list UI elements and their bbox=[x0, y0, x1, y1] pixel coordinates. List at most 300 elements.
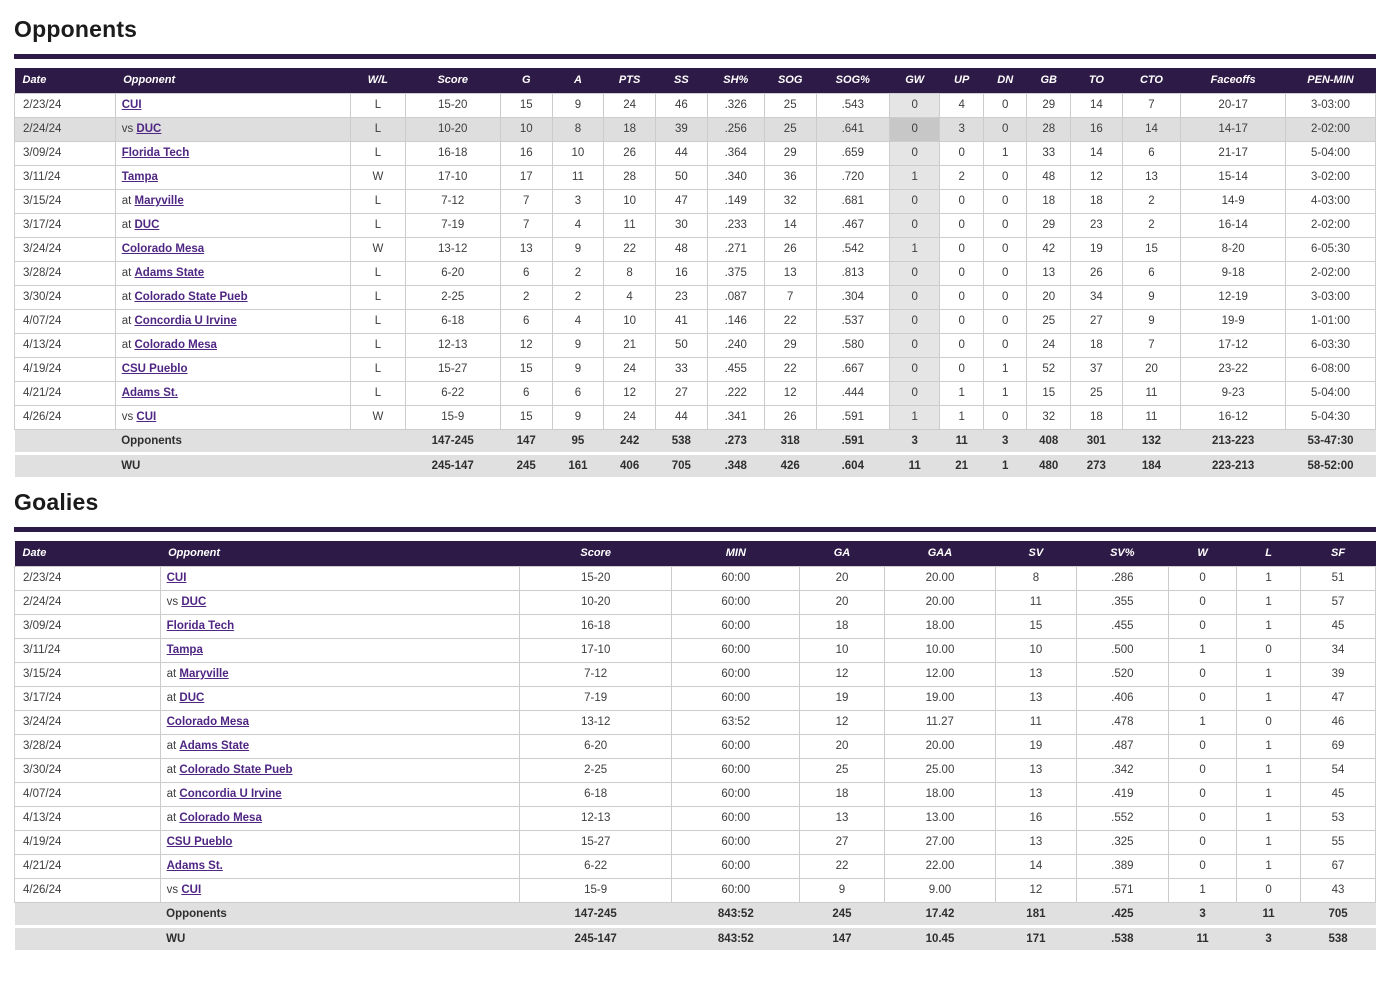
stat-cell-to: 12 bbox=[1071, 165, 1123, 189]
stat-cell-sv-: .500 bbox=[1076, 638, 1169, 662]
totals-stat-cell-ss: 538 bbox=[655, 429, 707, 453]
opponent-link[interactable]: Colorado Mesa bbox=[179, 812, 262, 824]
stat-cell-sog-: .580 bbox=[816, 333, 889, 357]
stat-cell-score: 17-10 bbox=[405, 165, 500, 189]
stat-cell-w-l: L bbox=[351, 357, 405, 381]
date-cell: 3/11/24 bbox=[15, 165, 116, 189]
stat-cell-to: 19 bbox=[1071, 237, 1123, 261]
date-cell: 3/24/24 bbox=[15, 237, 116, 261]
accent-bar bbox=[14, 527, 1376, 532]
opponent-link[interactable]: Adams State bbox=[134, 267, 205, 279]
stat-cell-sf: 45 bbox=[1301, 782, 1376, 806]
stat-cell-to: 14 bbox=[1071, 141, 1123, 165]
stat-cell-w-l: L bbox=[351, 93, 405, 117]
date-cell: 3/30/24 bbox=[15, 285, 116, 309]
stat-cell-gb: 18 bbox=[1027, 189, 1071, 213]
stat-cell-faceoffs: 12-19 bbox=[1181, 285, 1286, 309]
stat-cell-cto: 7 bbox=[1122, 93, 1181, 117]
stat-cell-sv-: .286 bbox=[1076, 566, 1169, 590]
opponent-link[interactable]: Tampa bbox=[166, 644, 203, 656]
stat-cell-pen-min: 4-03:00 bbox=[1286, 189, 1376, 213]
stat-cell-dn: 0 bbox=[983, 165, 1027, 189]
stat-cell-faceoffs: 9-23 bbox=[1181, 381, 1286, 405]
stat-cell-pts: 24 bbox=[604, 357, 656, 381]
opponent-cell bbox=[160, 830, 519, 854]
stat-cell-gb: 52 bbox=[1027, 357, 1071, 381]
stat-cell-l: 1 bbox=[1237, 614, 1301, 638]
totals-stat-cell-w-l bbox=[351, 453, 405, 477]
goalies-game-row bbox=[15, 854, 1376, 878]
goalies-header-row bbox=[15, 541, 1376, 566]
stat-cell-cto: 2 bbox=[1122, 189, 1181, 213]
opponents-totals-row bbox=[15, 429, 1376, 453]
stat-cell-sf: 45 bbox=[1301, 614, 1376, 638]
totals-stat-cell-pen-min: 58-52:00 bbox=[1286, 453, 1376, 477]
stat-cell-pts: 10 bbox=[604, 309, 656, 333]
stat-cell-sv: 19 bbox=[996, 734, 1076, 758]
stat-cell-ga: 22 bbox=[800, 854, 884, 878]
col-header-l: L bbox=[1237, 541, 1301, 566]
stat-cell-gw: 0 bbox=[890, 141, 940, 165]
stat-cell-min: 63:52 bbox=[672, 710, 800, 734]
stat-cell-gw: 0 bbox=[890, 261, 940, 285]
stat-cell-up: 0 bbox=[940, 309, 984, 333]
col-header-sv-: SV% bbox=[1076, 541, 1169, 566]
stat-cell-l: 1 bbox=[1237, 782, 1301, 806]
totals-stat-cell-to: 273 bbox=[1071, 453, 1123, 477]
stat-cell-sv-: .325 bbox=[1076, 830, 1169, 854]
totals-stat-cell-w: 11 bbox=[1169, 926, 1237, 950]
stat-cell-min: 60:00 bbox=[672, 806, 800, 830]
stat-cell-g: 6 bbox=[500, 381, 552, 405]
stat-cell-pts: 21 bbox=[604, 333, 656, 357]
opponents-game-row bbox=[15, 285, 1376, 309]
stat-cell-ga: 20 bbox=[800, 590, 884, 614]
stat-cell-a: 10 bbox=[552, 141, 604, 165]
stat-cell-a: 9 bbox=[552, 333, 604, 357]
stat-cell-sog: 26 bbox=[764, 405, 816, 429]
goalies-game-row bbox=[15, 806, 1376, 830]
stat-cell-dn: 0 bbox=[983, 309, 1027, 333]
stat-cell-score: 12-13 bbox=[405, 333, 500, 357]
stat-cell-l: 1 bbox=[1237, 686, 1301, 710]
goalies-game-row bbox=[15, 662, 1376, 686]
stat-cell-sv-: .478 bbox=[1076, 710, 1169, 734]
col-header-a: A bbox=[552, 68, 604, 93]
opponents-game-row bbox=[15, 405, 1376, 429]
stat-cell-ss: 44 bbox=[655, 405, 707, 429]
stat-cell-gaa: 18.00 bbox=[884, 614, 996, 638]
opponent-link[interactable]: CUI bbox=[181, 884, 202, 896]
totals-stat-cell-score: 245-147 bbox=[405, 453, 500, 477]
date-cell: 4/21/24 bbox=[15, 381, 116, 405]
stat-cell-l: 0 bbox=[1237, 710, 1301, 734]
opponent-link[interactable]: Concordia U Irvine bbox=[179, 788, 282, 800]
totals-stat-cell-sf: 705 bbox=[1301, 902, 1376, 926]
opponent-prefix: at bbox=[121, 339, 135, 351]
stat-cell-faceoffs: 20-17 bbox=[1181, 93, 1286, 117]
stat-cell-score: 6-20 bbox=[405, 261, 500, 285]
opponent-link[interactable]: DUC bbox=[181, 596, 207, 608]
stat-cell-sh-: .326 bbox=[707, 93, 764, 117]
stat-cell-min: 60:00 bbox=[672, 566, 800, 590]
stat-cell-sv-: .406 bbox=[1076, 686, 1169, 710]
opponent-cell bbox=[160, 854, 519, 878]
stat-cell-gw: 0 bbox=[890, 93, 940, 117]
stat-cell-min: 60:00 bbox=[672, 830, 800, 854]
opponent-link[interactable]: CUI bbox=[136, 411, 157, 423]
opponent-cell bbox=[160, 614, 519, 638]
stat-cell-to: 18 bbox=[1071, 189, 1123, 213]
stat-cell-gb: 33 bbox=[1027, 141, 1071, 165]
totals-stat-cell-sh-: .348 bbox=[707, 453, 764, 477]
stat-cell-sh-: .375 bbox=[707, 261, 764, 285]
totals-stat-cell-gw: 3 bbox=[890, 429, 940, 453]
date-cell: 3/28/24 bbox=[15, 734, 161, 758]
stat-cell-l: 1 bbox=[1237, 662, 1301, 686]
totals-stat-cell-up: 21 bbox=[940, 453, 984, 477]
goalies-game-row bbox=[15, 566, 1376, 590]
stat-cell-up: 0 bbox=[940, 189, 984, 213]
opponent-cell bbox=[160, 806, 519, 830]
totals-stat-cell-cto: 184 bbox=[1122, 453, 1181, 477]
stat-cell-pts: 8 bbox=[604, 261, 656, 285]
stat-cell-up: 0 bbox=[940, 237, 984, 261]
stat-cell-to: 37 bbox=[1071, 357, 1123, 381]
stat-cell-sv: 10 bbox=[996, 638, 1076, 662]
col-header-dn: DN bbox=[983, 68, 1027, 93]
stat-cell-gb: 42 bbox=[1027, 237, 1071, 261]
opponent-link[interactable]: Concordia U Irvine bbox=[134, 315, 237, 327]
stat-cell-w: 0 bbox=[1169, 782, 1237, 806]
stat-cell-pen-min: 2-02:00 bbox=[1286, 213, 1376, 237]
totals-stat-cell-sog-: .604 bbox=[816, 453, 889, 477]
stat-cell-score: 15-20 bbox=[519, 566, 671, 590]
stat-cell-sv-: .342 bbox=[1076, 758, 1169, 782]
stat-cell-pen-min: 6-08:00 bbox=[1286, 357, 1376, 381]
stat-cell-sv: 13 bbox=[996, 782, 1076, 806]
totals-stat-cell-gaa: 10.45 bbox=[884, 926, 996, 950]
stat-cell-sv-: .520 bbox=[1076, 662, 1169, 686]
stat-cell-gaa: 25.00 bbox=[884, 758, 996, 782]
stat-cell-dn: 0 bbox=[983, 333, 1027, 357]
opponent-cell bbox=[115, 165, 350, 189]
stat-cell-up: 0 bbox=[940, 213, 984, 237]
stat-cell-pts: 12 bbox=[604, 381, 656, 405]
stat-cell-min: 60:00 bbox=[672, 662, 800, 686]
stat-cell-score: 13-12 bbox=[519, 710, 671, 734]
stat-cell-w: 0 bbox=[1169, 566, 1237, 590]
opponent-link[interactable]: CSU Pueblo bbox=[121, 363, 188, 375]
stat-cell-score: 13-12 bbox=[405, 237, 500, 261]
stat-cell-w: 0 bbox=[1169, 686, 1237, 710]
stat-cell-ss: 44 bbox=[655, 141, 707, 165]
stat-cell-a: 4 bbox=[552, 213, 604, 237]
stat-cell-pen-min: 5-04:00 bbox=[1286, 381, 1376, 405]
date-cell: 4/07/24 bbox=[15, 782, 161, 806]
col-header-g: G bbox=[500, 68, 552, 93]
stat-cell-sh-: .146 bbox=[707, 309, 764, 333]
stat-cell-score: 6-18 bbox=[405, 309, 500, 333]
opponent-prefix: at bbox=[166, 740, 180, 752]
opponent-prefix: at bbox=[166, 788, 180, 800]
stat-cell-pen-min: 2-02:00 bbox=[1286, 261, 1376, 285]
opponent-prefix: at bbox=[121, 267, 135, 279]
stat-cell-gaa: 13.00 bbox=[884, 806, 996, 830]
stat-cell-to: 25 bbox=[1071, 381, 1123, 405]
stat-cell-l: 1 bbox=[1237, 758, 1301, 782]
col-header-pen-min: PEN-MIN bbox=[1286, 68, 1376, 93]
stat-cell-a: 6 bbox=[552, 381, 604, 405]
opponent-prefix: at bbox=[166, 692, 180, 704]
totals-stat-cell-l: 3 bbox=[1237, 926, 1301, 950]
stat-cell-a: 9 bbox=[552, 237, 604, 261]
stat-cell-sog-: .813 bbox=[816, 261, 889, 285]
stat-cell-faceoffs: 16-12 bbox=[1181, 405, 1286, 429]
stat-cell-min: 60:00 bbox=[672, 614, 800, 638]
opponent-link[interactable]: DUC bbox=[134, 219, 160, 231]
opponent-link[interactable]: Florida Tech bbox=[166, 620, 235, 632]
opponent-link[interactable]: Maryville bbox=[134, 195, 184, 207]
stat-cell-w-l: L bbox=[351, 261, 405, 285]
stat-cell-ss: 33 bbox=[655, 357, 707, 381]
totals-stat-cell-score: 147-245 bbox=[519, 902, 671, 926]
opponents-game-row bbox=[15, 141, 1376, 165]
totals-stat-cell-sv: 181 bbox=[996, 902, 1076, 926]
stat-cell-gw: 0 bbox=[890, 117, 940, 141]
stat-cell-dn: 0 bbox=[983, 117, 1027, 141]
date-cell: 4/13/24 bbox=[15, 333, 116, 357]
totals-stat-cell-gb: 408 bbox=[1027, 429, 1071, 453]
date-cell: 4/26/24 bbox=[15, 878, 161, 902]
stat-cell-g: 2 bbox=[500, 285, 552, 309]
opponent-cell bbox=[115, 189, 350, 213]
opponent-link[interactable]: Adams State bbox=[179, 740, 250, 752]
opponent-link[interactable]: DUC bbox=[179, 692, 205, 704]
stat-cell-a: 2 bbox=[552, 285, 604, 309]
opponent-link[interactable]: DUC bbox=[136, 123, 162, 135]
totals-stat-cell-score: 245-147 bbox=[519, 926, 671, 950]
totals-stat-cell-ga: 147 bbox=[800, 926, 884, 950]
opponent-prefix: vs bbox=[166, 596, 182, 608]
opponent-cell bbox=[115, 405, 350, 429]
totals-date-cell bbox=[15, 926, 161, 950]
stat-cell-gb: 20 bbox=[1027, 285, 1071, 309]
stat-cell-up: 1 bbox=[940, 381, 984, 405]
col-header-opponent: Opponent bbox=[115, 68, 350, 93]
opponent-link[interactable]: Adams St. bbox=[121, 387, 178, 399]
stat-cell-w-l: L bbox=[351, 117, 405, 141]
stat-cell-sv: 11 bbox=[996, 710, 1076, 734]
opponents-game-row bbox=[15, 117, 1376, 141]
stat-cell-cto: 20 bbox=[1122, 357, 1181, 381]
opponent-link[interactable]: Colorado Mesa bbox=[134, 339, 217, 351]
col-header-gaa: GAA bbox=[884, 541, 996, 566]
stat-cell-ss: 46 bbox=[655, 93, 707, 117]
stat-cell-pts: 26 bbox=[604, 141, 656, 165]
stat-cell-w-l: W bbox=[351, 237, 405, 261]
col-header-cto: CTO bbox=[1122, 68, 1181, 93]
col-header-faceoffs: Faceoffs bbox=[1181, 68, 1286, 93]
col-header-gw: GW bbox=[890, 68, 940, 93]
stat-cell-up: 3 bbox=[940, 117, 984, 141]
stat-cell-pen-min: 3-03:00 bbox=[1286, 93, 1376, 117]
stat-cell-sog-: .537 bbox=[816, 309, 889, 333]
stat-cell-faceoffs: 14-9 bbox=[1181, 189, 1286, 213]
stat-cell-score: 10-20 bbox=[519, 590, 671, 614]
opponents-game-row bbox=[15, 381, 1376, 405]
totals-stat-cell-faceoffs: 213-223 bbox=[1181, 429, 1286, 453]
stat-cell-sog-: .591 bbox=[816, 405, 889, 429]
stat-cell-sv: 11 bbox=[996, 590, 1076, 614]
stat-cell-w: 0 bbox=[1169, 806, 1237, 830]
stat-cell-gaa: 27.00 bbox=[884, 830, 996, 854]
stat-cell-sog: 36 bbox=[764, 165, 816, 189]
stat-cell-gb: 29 bbox=[1027, 93, 1071, 117]
stat-cell-w: 1 bbox=[1169, 638, 1237, 662]
stat-cell-score: 6-22 bbox=[405, 381, 500, 405]
stat-cell-pts: 22 bbox=[604, 237, 656, 261]
stat-cell-w-l: L bbox=[351, 213, 405, 237]
stat-cell-up: 0 bbox=[940, 285, 984, 309]
stat-cell-gw: 0 bbox=[890, 213, 940, 237]
stat-cell-w-l: W bbox=[351, 405, 405, 429]
opponent-link[interactable]: Florida Tech bbox=[121, 147, 190, 159]
stat-cell-gaa: 9.00 bbox=[884, 878, 996, 902]
stat-cell-up: 4 bbox=[940, 93, 984, 117]
opponent-link[interactable]: CUI bbox=[121, 99, 142, 111]
stat-cell-pts: 28 bbox=[604, 165, 656, 189]
stat-cell-sf: 47 bbox=[1301, 686, 1376, 710]
stat-cell-pts: 10 bbox=[604, 189, 656, 213]
goalies-section-title: Goalies bbox=[14, 489, 99, 515]
stat-cell-pen-min: 6-05:30 bbox=[1286, 237, 1376, 261]
stat-cell-gb: 32 bbox=[1027, 405, 1071, 429]
opponent-cell bbox=[115, 237, 350, 261]
col-header-sf: SF bbox=[1301, 541, 1376, 566]
stat-cell-sv: 16 bbox=[996, 806, 1076, 830]
stat-cell-score: 15-9 bbox=[519, 878, 671, 902]
opponent-link[interactable]: Colorado Mesa bbox=[121, 243, 205, 255]
stat-cell-score: 6-20 bbox=[519, 734, 671, 758]
stat-cell-w: 1 bbox=[1169, 878, 1237, 902]
opponent-link[interactable]: Colorado Mesa bbox=[166, 716, 250, 728]
stat-cell-g: 12 bbox=[500, 333, 552, 357]
opponent-prefix: at bbox=[166, 668, 180, 680]
stat-cell-gw: 0 bbox=[890, 309, 940, 333]
stat-cell-sh-: .240 bbox=[707, 333, 764, 357]
stat-cell-gw: 1 bbox=[890, 405, 940, 429]
date-cell: 4/26/24 bbox=[15, 405, 116, 429]
opponents-section bbox=[14, 16, 1376, 477]
opponents-game-row bbox=[15, 93, 1376, 117]
stat-cell-sog-: .304 bbox=[816, 285, 889, 309]
stat-cell-score: 7-12 bbox=[405, 189, 500, 213]
goalies-game-row bbox=[15, 782, 1376, 806]
stat-cell-l: 1 bbox=[1237, 566, 1301, 590]
stat-cell-a: 9 bbox=[552, 405, 604, 429]
stat-cell-ga: 13 bbox=[800, 806, 884, 830]
stat-cell-faceoffs: 14-17 bbox=[1181, 117, 1286, 141]
stat-cell-sh-: .340 bbox=[707, 165, 764, 189]
stat-cell-ga: 10 bbox=[800, 638, 884, 662]
opponents-game-row bbox=[15, 261, 1376, 285]
opponent-link[interactable]: CSU Pueblo bbox=[166, 836, 233, 848]
stat-cell-sv-: .389 bbox=[1076, 854, 1169, 878]
stat-cell-dn: 0 bbox=[983, 189, 1027, 213]
stat-cell-sv-: .419 bbox=[1076, 782, 1169, 806]
stat-cell-sog: 7 bbox=[764, 285, 816, 309]
stat-cell-w: 0 bbox=[1169, 662, 1237, 686]
stat-cell-score: 10-20 bbox=[405, 117, 500, 141]
stat-cell-min: 60:00 bbox=[672, 782, 800, 806]
totals-stat-cell-up: 11 bbox=[940, 429, 984, 453]
stat-cell-cto: 9 bbox=[1122, 309, 1181, 333]
stat-cell-sf: 46 bbox=[1301, 710, 1376, 734]
stat-cell-ss: 23 bbox=[655, 285, 707, 309]
stat-cell-sog-: .681 bbox=[816, 189, 889, 213]
totals-label: WU bbox=[160, 926, 519, 950]
accent-bar bbox=[14, 54, 1376, 59]
opponent-link[interactable]: Adams St. bbox=[166, 860, 223, 872]
opponent-link[interactable]: Tampa bbox=[121, 171, 158, 183]
stat-cell-to: 26 bbox=[1071, 261, 1123, 285]
stat-cell-sv: 14 bbox=[996, 854, 1076, 878]
stat-cell-up: 0 bbox=[940, 141, 984, 165]
stat-cell-pts: 24 bbox=[604, 93, 656, 117]
stat-cell-score: 17-10 bbox=[519, 638, 671, 662]
goalies-game-row bbox=[15, 830, 1376, 854]
opponents-header-row bbox=[15, 68, 1376, 93]
stat-cell-l: 0 bbox=[1237, 878, 1301, 902]
stat-cell-cto: 7 bbox=[1122, 333, 1181, 357]
stat-cell-ga: 25 bbox=[800, 758, 884, 782]
goalies-totals-row bbox=[15, 902, 1376, 926]
stat-cell-sf: 53 bbox=[1301, 806, 1376, 830]
stat-cell-sv: 13 bbox=[996, 662, 1076, 686]
stat-cell-ss: 30 bbox=[655, 213, 707, 237]
totals-stat-cell-to: 301 bbox=[1071, 429, 1123, 453]
col-header-opponent: Opponent bbox=[160, 541, 519, 566]
opponent-link[interactable]: CUI bbox=[166, 572, 187, 584]
stat-cell-score: 2-25 bbox=[519, 758, 671, 782]
stat-cell-sog-: .467 bbox=[816, 213, 889, 237]
stats-page bbox=[14, 16, 1376, 950]
col-header-date: Date bbox=[15, 68, 116, 93]
totals-stat-cell-sog: 426 bbox=[764, 453, 816, 477]
stat-cell-sv: 8 bbox=[996, 566, 1076, 590]
totals-stat-cell-g: 245 bbox=[500, 453, 552, 477]
opponent-cell bbox=[115, 261, 350, 285]
stat-cell-ga: 20 bbox=[800, 734, 884, 758]
date-cell: 2/23/24 bbox=[15, 566, 161, 590]
stat-cell-sh-: .256 bbox=[707, 117, 764, 141]
totals-stat-cell-g: 147 bbox=[500, 429, 552, 453]
stat-cell-sog: 32 bbox=[764, 189, 816, 213]
stat-cell-up: 0 bbox=[940, 333, 984, 357]
totals-stat-cell-w-l bbox=[351, 429, 405, 453]
totals-stat-cell-gb: 480 bbox=[1027, 453, 1071, 477]
stat-cell-ga: 27 bbox=[800, 830, 884, 854]
opponent-link[interactable]: Maryville bbox=[179, 668, 229, 680]
opponent-link[interactable]: Colorado State Pueb bbox=[179, 764, 293, 776]
stat-cell-sf: 54 bbox=[1301, 758, 1376, 782]
stat-cell-w-l: L bbox=[351, 381, 405, 405]
opponent-link[interactable]: Colorado State Pueb bbox=[134, 291, 248, 303]
totals-stat-cell-sh-: .273 bbox=[707, 429, 764, 453]
opponent-cell bbox=[115, 309, 350, 333]
stat-cell-min: 60:00 bbox=[672, 590, 800, 614]
